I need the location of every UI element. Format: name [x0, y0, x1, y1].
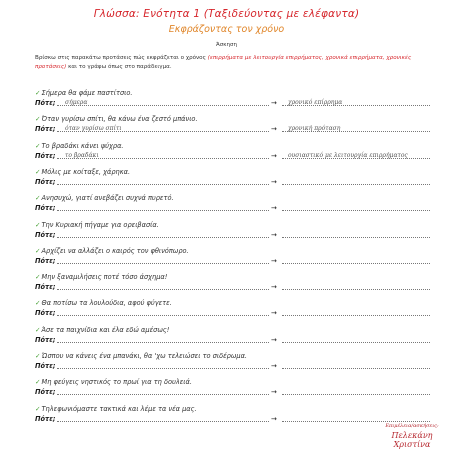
answer-line-type[interactable]	[282, 394, 430, 395]
exercise-item	[35, 325, 430, 345]
exercise-item	[35, 351, 430, 371]
answer-line-expression[interactable]	[57, 210, 269, 211]
answer-label: Πότε;	[35, 151, 56, 160]
check-icon: ✓	[35, 194, 41, 203]
exercise-item	[35, 404, 430, 424]
exercise-sentence	[35, 141, 430, 151]
exercise-sentence	[35, 114, 430, 124]
exercise-item	[35, 88, 430, 108]
answer-row	[35, 256, 430, 266]
exercise-label: Άσκηση	[216, 42, 237, 48]
answer-type: ουσιαστικό με λειτουργία επιρρήματος	[288, 151, 408, 159]
sentence-text: Μη φεύγεις νηστικός το πρωί για τη δουλειά.	[41, 378, 192, 387]
check-icon: ✓	[35, 167, 41, 176]
arrow-icon: →	[271, 283, 277, 292]
arrow-icon: →	[271, 256, 277, 265]
arrow-icon: →	[271, 204, 277, 213]
arrow-icon: →	[271, 309, 277, 318]
answer-line-expression[interactable]	[57, 237, 269, 238]
answer-line-expression[interactable]	[57, 263, 269, 264]
arrow-icon: →	[271, 335, 277, 344]
answer-row	[35, 177, 430, 187]
answer-line-expression[interactable]	[57, 315, 269, 316]
sentence-text: Αρχίζει να αλλάζει ο καιρός τον φθινόπωρο.	[41, 246, 189, 255]
sentence-text: Σήμερα θα φάμε παστίτσιο.	[41, 89, 133, 97]
instructions-text: Βρίσκω στις παρακάτω προτάσεις πώς εκφράζεται ο χρόνος	[35, 55, 208, 61]
answer-row	[35, 282, 430, 292]
arrow-icon: →	[271, 414, 277, 423]
exercise-item	[35, 377, 430, 397]
exercise-item	[35, 246, 430, 266]
exercise-sentence	[35, 246, 430, 256]
exercise-sentence	[35, 404, 430, 414]
check-icon: ✓	[35, 141, 41, 150]
answer-label: Πότε;	[35, 230, 56, 239]
exercise-sentence	[35, 325, 430, 335]
sentence-text: Τηλεφωνιόμαστε τακτικά και λέμε τα νέα μας.	[41, 404, 197, 413]
answer-label: Πότε;	[35, 177, 56, 186]
instructions-text-end: και το γράφω όπως στο παράδειγμα.	[66, 64, 172, 70]
page-subtitle: Εκφράζοντας τον χρόνο	[168, 24, 285, 35]
signature-label: Επιμέλεια/ασκήσεις:	[385, 423, 439, 429]
answer-label: Πότε;	[35, 99, 56, 107]
answer-row	[35, 203, 430, 213]
answer-row	[35, 230, 430, 240]
exercise-sentence	[35, 167, 430, 177]
answer-label: Πότε;	[35, 414, 56, 423]
answer-row	[35, 124, 430, 134]
page-title: Γλώσσα: Ενότητα 1 (Ταξιδεύοντας με ελέφαντα)	[93, 8, 360, 20]
answer-row	[35, 98, 430, 108]
answer-row	[35, 361, 430, 371]
answer-line-type[interactable]	[282, 342, 430, 343]
answer-row	[35, 387, 430, 397]
answer-row	[35, 335, 430, 345]
signature-name: Πελεκάνη Χριστίνα	[391, 431, 433, 449]
check-icon: ✓	[35, 220, 41, 229]
arrow-icon: →	[271, 99, 277, 107]
sentence-text: Την Κυριακή πήγαμε για ορειβασία.	[41, 220, 159, 229]
sentence-text: Το βραδάκι κάνει ψύχρα.	[41, 141, 124, 150]
answer-label: Πότε;	[35, 309, 56, 318]
answer-label: Πότε;	[35, 335, 56, 344]
answer-type: χρονικό επίρρημα	[288, 99, 343, 106]
answer-line-type[interactable]	[282, 315, 430, 316]
exercise-item	[35, 114, 430, 134]
exercise-sentence	[35, 298, 430, 308]
instructions	[35, 54, 425, 72]
sentence-text: Ανησυχώ, γιατί ανεβάζει συχνά πυρετό.	[41, 194, 174, 203]
sentence-text: Μην ξαναμιλήσεις ποτέ τόσο άσχημα!	[41, 273, 168, 282]
exercise-item	[35, 272, 430, 292]
answer-expression: το βραδάκι	[65, 151, 99, 159]
exercise-sentence	[35, 220, 430, 230]
answer-label: Πότε;	[35, 388, 56, 397]
answer-row	[35, 308, 430, 318]
answer-line-type[interactable]	[282, 210, 430, 211]
exercise-sentence	[35, 377, 430, 387]
answer-label: Πότε;	[35, 256, 56, 265]
answer-expression: όταν γυρίσω σπίτι	[65, 125, 122, 133]
arrow-icon: →	[271, 177, 277, 186]
exercise-sentence	[35, 351, 430, 361]
exercise-item	[35, 220, 430, 240]
check-icon: ✓	[35, 115, 41, 124]
arrow-icon: →	[271, 388, 277, 397]
answer-line-expression[interactable]	[57, 394, 269, 395]
answer-line-type[interactable]	[282, 421, 430, 422]
sentence-text: Ώσπου να κάνεις ένα μπανάκι, θα 'χω τελειώσει το σιδέρωμα.	[41, 352, 248, 360]
exercise-item	[35, 193, 430, 213]
answer-label: Πότε;	[35, 283, 56, 292]
answer-line-type[interactable]	[282, 184, 430, 185]
answer-line-expression[interactable]	[57, 105, 269, 106]
answer-expression: σήμερα	[65, 99, 88, 106]
answer-line-expression[interactable]	[57, 342, 269, 343]
check-icon: ✓	[35, 246, 41, 255]
exercise-sentence	[35, 272, 430, 282]
answer-line-expression[interactable]	[57, 421, 269, 422]
answer-label: Πότε;	[35, 204, 56, 213]
arrow-icon: →	[271, 230, 277, 239]
check-icon: ✓	[35, 299, 41, 308]
answer-line-type[interactable]	[282, 368, 430, 369]
instructions-highlight: (επιρρήματα με λειτουργία επιρρήματος, χρονικά επιρρήματα, χρονικές προτάσεις)	[35, 55, 412, 70]
answer-label: Πότε;	[35, 362, 56, 370]
exercise-item	[35, 298, 430, 318]
answer-line-expression[interactable]	[57, 368, 269, 369]
answer-label: Πότε;	[35, 125, 56, 134]
arrow-icon: →	[271, 362, 277, 370]
exercise-sentence	[35, 193, 430, 203]
answer-row	[35, 414, 430, 424]
answer-line-expression[interactable]	[57, 184, 269, 185]
answer-line-type[interactable]	[282, 237, 430, 238]
check-icon: ✓	[35, 325, 41, 334]
check-icon: ✓	[35, 352, 41, 360]
check-icon: ✓	[35, 404, 41, 413]
answer-line-type[interactable]	[282, 263, 430, 264]
check-icon: ✓	[35, 273, 41, 282]
exercise-sentence	[35, 88, 430, 98]
arrow-icon: →	[271, 151, 277, 160]
exercise-item	[35, 167, 430, 187]
answer-line-type[interactable]	[282, 289, 430, 290]
answer-line-expression[interactable]	[57, 289, 269, 290]
sentence-text: Άσε τα παιχνίδια και έλα εδώ αμέσως!	[41, 325, 170, 334]
answer-type: χρονική πρόταση	[288, 125, 341, 133]
sentence-text: Όταν γυρίσω σπίτι, θα κάνω ένα ζεστό μπάνιο.	[41, 115, 198, 124]
arrow-icon: →	[271, 125, 277, 134]
answer-row	[35, 151, 430, 161]
sentence-text: Μόλις με κοίταξε, χάρηκα.	[41, 167, 131, 176]
signature	[372, 423, 452, 449]
sentence-text: Θα ποτίσω τα λουλούδια, αφού φύγετε.	[41, 299, 172, 308]
check-icon: ✓	[35, 89, 41, 97]
exercise-item	[35, 141, 430, 161]
check-icon: ✓	[35, 378, 41, 387]
